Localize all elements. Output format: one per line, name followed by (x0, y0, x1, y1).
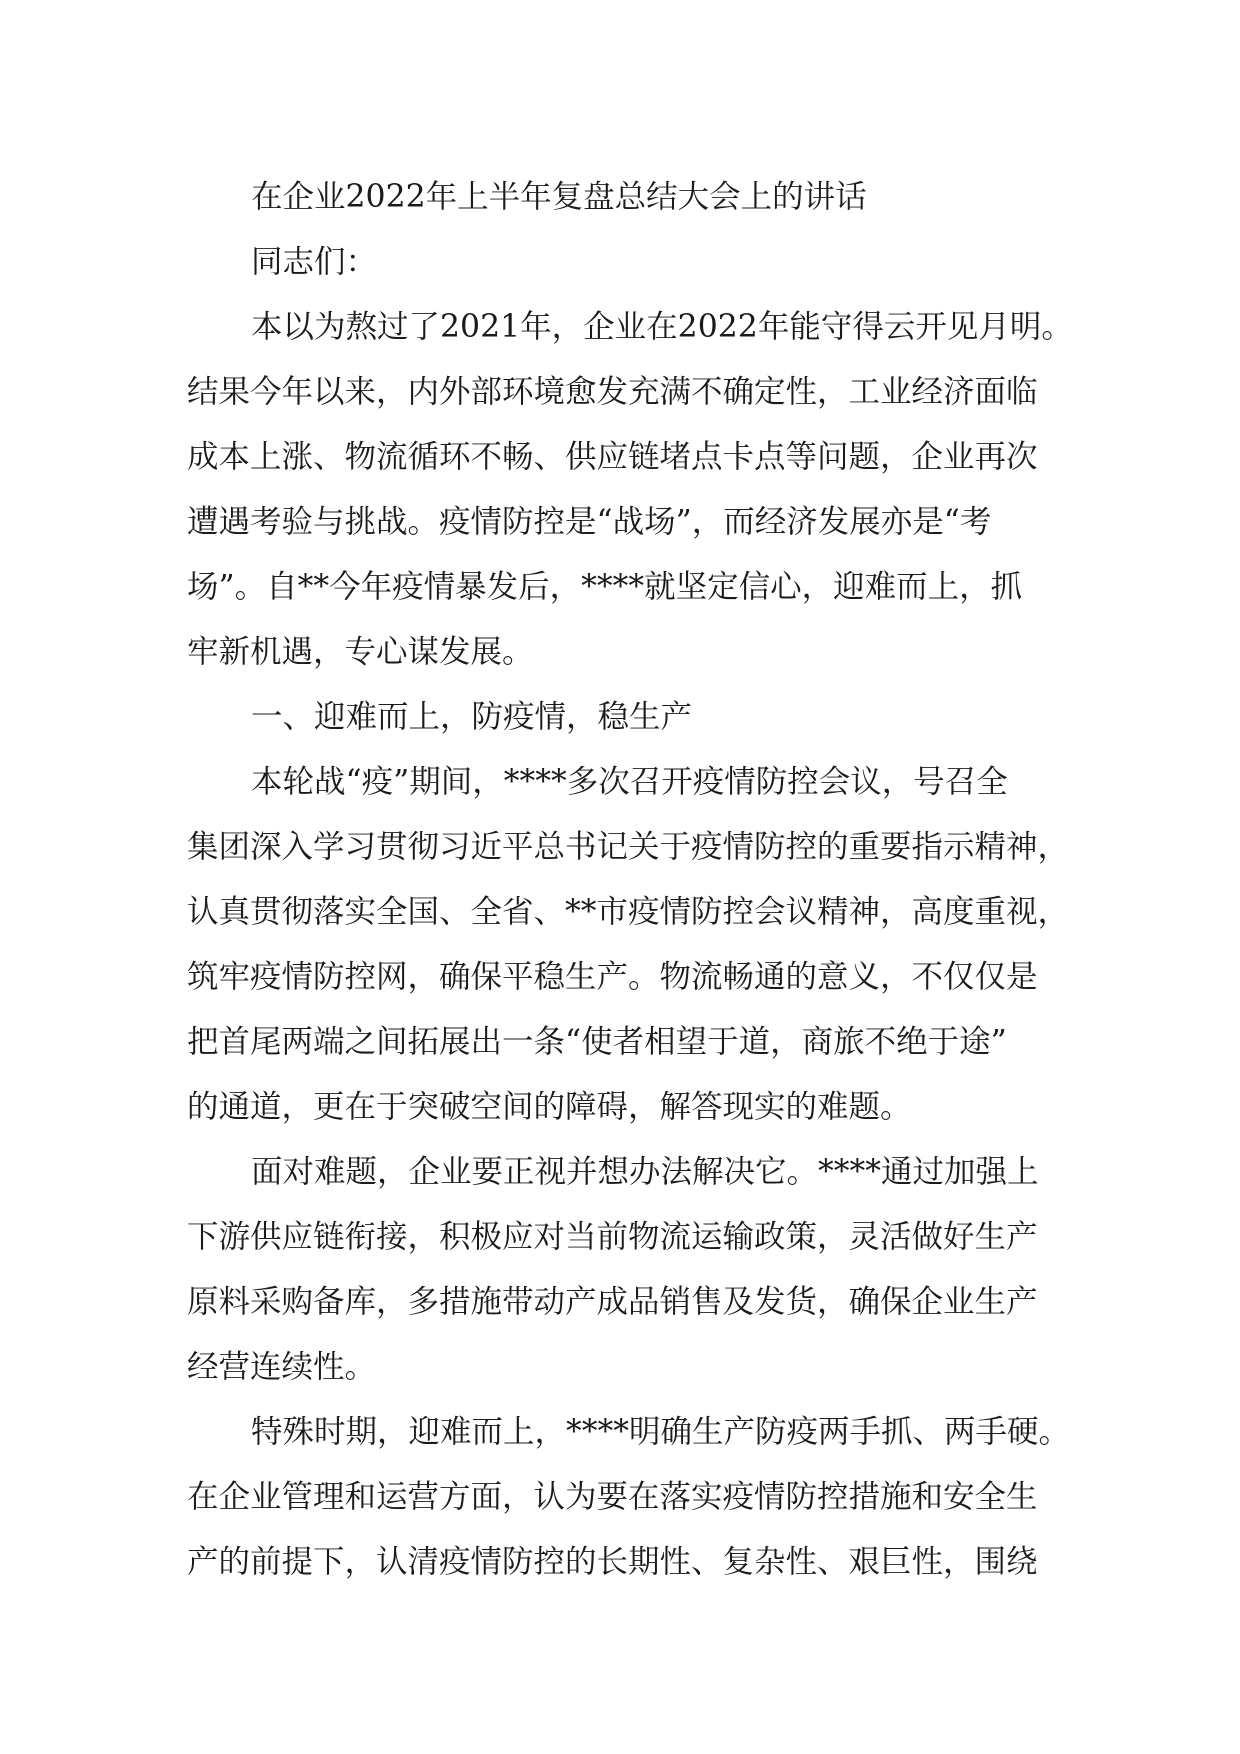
text-line: 在企业管理和运营方面，认为要在落实疫情防控措施和安全生 (187, 1479, 1038, 1515)
text-line: 把首尾两端之间拓展出一条“使者相望于道，商旅不绝于途” (187, 1024, 1007, 1060)
text-line: 原料采购备库，多措施带动产成品销售及发货，确保企业生产 (187, 1284, 1038, 1320)
text-line: 本轮战“疫”期间，****多次召开疫情防控会议，号召全 (251, 764, 1008, 800)
text-line: 牢新机遇，专心谋发展。 (187, 634, 534, 670)
text-line: 产的前提下，认清疫情防控的长期性、复杂性、艰巨性，围绕 (187, 1544, 1038, 1580)
text-line: 遭遇考验与挑战。疫情防控是“战场”，而经济发展亦是“考 (187, 504, 992, 540)
text-line: 成本上涨、物流循环不畅、供应链堵点卡点等问题，企业再次 (187, 439, 1038, 475)
text-line: 特殊时期，迎难而上，****明确生产防疫两手抓、两手硬。 (251, 1414, 1071, 1450)
text-line: 结果今年以来，内外部环境愈发充满不确定性，工业经济面临 (187, 374, 1038, 410)
text-line: 经营连续性。 (187, 1349, 377, 1385)
text-line: 的通道，更在于突破空间的障碍，解答现实的难题。 (187, 1089, 912, 1125)
salutation: 同志们： (251, 244, 378, 280)
text-line: 下游供应链衔接，积极应对当前物流运输政策，灵活做好生产 (187, 1219, 1038, 1255)
section-heading: 一、迎难而上，防疫情，稳生产 (251, 699, 693, 735)
text-line: 场”。自**今年疫情暴发后，****就坚定信心，迎难而上，抓 (187, 569, 1023, 605)
text-line: 认真贯彻落实全国、全省、**市疫情防控会议精神，高度重视， (187, 894, 1070, 930)
text-line: 筑牢疫情防控网，确保平稳生产。物流畅通的意义，不仅仅是 (187, 959, 1038, 995)
text-line: 面对难题，企业要正视并想办法解决它。****通过加强上 (251, 1154, 1039, 1190)
text-line: 本以为熬过了2021年，企业在2022年能守得云开见月明。 (251, 309, 1073, 345)
text-line: 集团深入学习贯彻习近平总书记关于疫情防控的重要指示精神， (187, 829, 1070, 865)
document-title: 在企业2022年上半年复盘总结大会上的讲话 (251, 179, 867, 215)
